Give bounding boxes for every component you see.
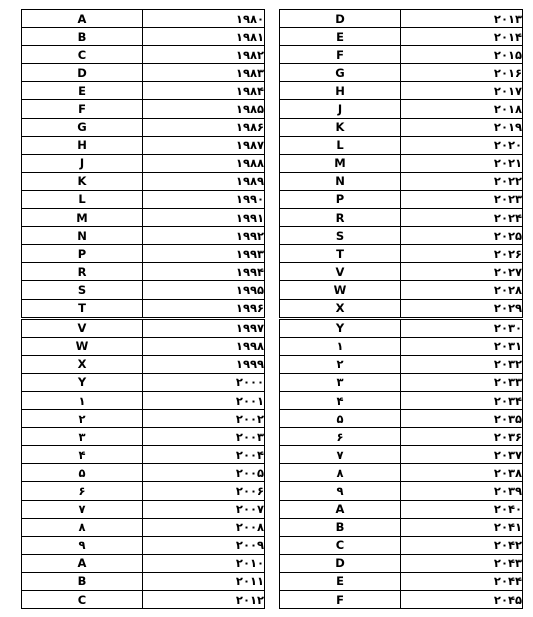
code-cell: B	[22, 28, 143, 46]
table-row	[22, 464, 265, 482]
year-cell: ۲۰۱۹	[401, 118, 523, 136]
code-cell: ۴	[22, 446, 143, 464]
year-cell: ۱۹۹۲	[143, 227, 265, 245]
table-row	[22, 554, 265, 572]
code-cell: E	[280, 572, 401, 590]
year-cell: ۲۰۴۵	[401, 591, 523, 609]
code-cell: V	[22, 318, 143, 337]
table-row	[280, 281, 523, 299]
table-row	[22, 136, 265, 154]
year-cell: ۲۰۰۲	[143, 410, 265, 428]
code-cell: ۶	[280, 428, 401, 446]
table-row	[22, 428, 265, 446]
table-row	[280, 209, 523, 227]
code-cell: A	[280, 500, 401, 518]
year-cell: ۱۹۹۶	[143, 299, 265, 318]
code-cell: L	[280, 136, 401, 154]
code-cell: ۹	[280, 482, 401, 500]
year-cell: ۱۹۸۹	[143, 172, 265, 190]
year-cell: ۲۰۳۲	[401, 355, 523, 373]
year-cell: ۲۰۴۱	[401, 518, 523, 536]
year-cell: ۲۰۱۱	[143, 572, 265, 590]
code-cell: K	[22, 172, 143, 190]
year-cell: ۲۰۳۸	[401, 464, 523, 482]
table-row	[280, 428, 523, 446]
code-cell: R	[280, 209, 401, 227]
table-row	[280, 572, 523, 590]
year-cell: ۲۰۰۵	[143, 464, 265, 482]
code-cell: ۸	[280, 464, 401, 482]
year-cell: ۲۰۱۳	[401, 10, 523, 28]
year-cell: ۲۰۲۰	[401, 136, 523, 154]
left-table-body	[22, 10, 265, 609]
code-cell: Y	[22, 373, 143, 391]
code-cell: ۹	[22, 536, 143, 554]
table-row	[22, 82, 265, 100]
code-cell: F	[280, 591, 401, 609]
year-cell: ۲۰۱۴	[401, 28, 523, 46]
code-cell: F	[22, 100, 143, 118]
year-cell: ۲۰۳۴	[401, 391, 523, 409]
table-row	[280, 591, 523, 609]
code-cell: G	[22, 118, 143, 136]
year-cell: ۱۹۸۵	[143, 100, 265, 118]
code-cell: ۲	[280, 355, 401, 373]
code-cell: X	[22, 355, 143, 373]
table-row	[280, 536, 523, 554]
year-cell: ۲۰۳۵	[401, 410, 523, 428]
code-cell: A	[22, 10, 143, 28]
year-cell: ۲۰۳۶	[401, 428, 523, 446]
year-cell: ۲۰۲۲	[401, 172, 523, 190]
year-cell: ۲۰۱۰	[143, 554, 265, 572]
code-cell: Y	[280, 318, 401, 337]
year-cell: ۱۹۹۸	[143, 337, 265, 355]
year-cell: ۲۰۰۹	[143, 536, 265, 554]
year-cell: ۲۰۰۱	[143, 391, 265, 409]
table-row	[22, 536, 265, 554]
year-cell: ۲۰۴۴	[401, 572, 523, 590]
table-row	[22, 209, 265, 227]
year-cell: ۲۰۰۷	[143, 500, 265, 518]
table-row	[22, 446, 265, 464]
code-cell: ۷	[22, 500, 143, 518]
code-cell: ۶	[22, 482, 143, 500]
table-row	[280, 391, 523, 409]
table-row	[280, 263, 523, 281]
table-row	[22, 46, 265, 64]
year-cell: ۲۰۰۳	[143, 428, 265, 446]
code-cell: D	[280, 10, 401, 28]
table-row	[280, 446, 523, 464]
year-cell: ۲۰۴۲	[401, 536, 523, 554]
code-cell: R	[22, 263, 143, 281]
year-cell: ۱۹۸۱	[143, 28, 265, 46]
code-cell: C	[22, 46, 143, 64]
table-row	[22, 391, 265, 409]
code-cell: H	[22, 136, 143, 154]
year-cell: ۲۰۴۳	[401, 554, 523, 572]
year-cell: ۱۹۸۴	[143, 82, 265, 100]
table-row	[280, 554, 523, 572]
table-row	[280, 82, 523, 100]
code-cell: M	[22, 209, 143, 227]
table-row	[280, 410, 523, 428]
year-cell: ۱۹۹۷	[143, 318, 265, 337]
code-cell: J	[280, 100, 401, 118]
table-row	[280, 318, 523, 337]
table-row	[22, 355, 265, 373]
code-cell: ۴	[280, 391, 401, 409]
table-row	[22, 227, 265, 245]
code-cell: ۷	[280, 446, 401, 464]
code-cell: ۱	[22, 391, 143, 409]
right-year-code-table	[279, 9, 523, 609]
code-cell: T	[280, 245, 401, 263]
year-cell: ۲۰۱۲	[143, 591, 265, 609]
code-cell: N	[280, 172, 401, 190]
table-row	[22, 299, 265, 318]
year-cell: ۲۰۲۴	[401, 209, 523, 227]
table-row	[22, 10, 265, 28]
year-cell: ۲۰۰۰	[143, 373, 265, 391]
code-cell: D	[22, 64, 143, 82]
table-row	[22, 518, 265, 536]
year-cell: ۲۰۰۴	[143, 446, 265, 464]
year-cell: ۲۰۰۸	[143, 518, 265, 536]
table-row	[280, 100, 523, 118]
table-row	[22, 28, 265, 46]
code-cell: W	[280, 281, 401, 299]
table-row	[22, 263, 265, 281]
year-cell: ۲۰۲۱	[401, 154, 523, 172]
table-row	[22, 591, 265, 609]
code-cell: S	[280, 227, 401, 245]
year-cell: ۱۹۸۸	[143, 154, 265, 172]
code-cell: ۵	[280, 410, 401, 428]
table-row	[280, 373, 523, 391]
code-cell: B	[22, 572, 143, 590]
year-cell: ۱۹۸۲	[143, 46, 265, 64]
year-cell: ۲۰۳۱	[401, 337, 523, 355]
code-cell: ۱	[280, 337, 401, 355]
code-cell: ۳	[280, 373, 401, 391]
code-cell: J	[22, 154, 143, 172]
year-cell: ۱۹۹۴	[143, 263, 265, 281]
year-cell: ۲۰۴۰	[401, 500, 523, 518]
table-row	[280, 46, 523, 64]
table-row	[22, 373, 265, 391]
year-cell: ۲۰۲۶	[401, 245, 523, 263]
code-cell: E	[22, 82, 143, 100]
code-cell: M	[280, 154, 401, 172]
year-cell: ۲۰۳۰	[401, 318, 523, 337]
table-row	[280, 464, 523, 482]
year-cell: ۱۹۹۰	[143, 190, 265, 208]
year-cell: ۱۹۸۰	[143, 10, 265, 28]
code-cell: G	[280, 64, 401, 82]
year-cell: ۲۰۲۹	[401, 299, 523, 318]
table-row	[22, 337, 265, 355]
code-cell: L	[22, 190, 143, 208]
year-cell: ۲۰۲۵	[401, 227, 523, 245]
table-row	[280, 299, 523, 318]
year-cell: ۲۰۱۵	[401, 46, 523, 64]
year-cell: ۱۹۹۹	[143, 355, 265, 373]
code-cell: P	[280, 190, 401, 208]
year-cell: ۱۹۸۳	[143, 64, 265, 82]
code-cell: ۲	[22, 410, 143, 428]
code-cell: ۸	[22, 518, 143, 536]
code-cell: A	[22, 554, 143, 572]
year-cell: ۱۹۸۶	[143, 118, 265, 136]
code-cell: H	[280, 82, 401, 100]
table-row	[22, 190, 265, 208]
table-row	[22, 482, 265, 500]
table-row	[22, 281, 265, 299]
table-row	[22, 318, 265, 337]
table-row	[22, 100, 265, 118]
table-row	[280, 10, 523, 28]
code-cell: V	[280, 263, 401, 281]
code-cell: P	[22, 245, 143, 263]
right-table-body	[280, 10, 523, 609]
table-row	[22, 118, 265, 136]
code-cell: W	[22, 337, 143, 355]
table-row	[280, 500, 523, 518]
year-cell: ۲۰۱۸	[401, 100, 523, 118]
table-row	[280, 64, 523, 82]
code-cell: S	[22, 281, 143, 299]
year-cell: ۱۹۹۵	[143, 281, 265, 299]
code-cell: C	[280, 536, 401, 554]
year-cell: ۲۰۳۷	[401, 446, 523, 464]
table-row	[280, 28, 523, 46]
year-cell: ۲۰۱۷	[401, 82, 523, 100]
year-cell: ۲۰۰۶	[143, 482, 265, 500]
code-cell: N	[22, 227, 143, 245]
year-cell: ۲۰۲۳	[401, 190, 523, 208]
year-cell: ۱۹۹۱	[143, 209, 265, 227]
table-row	[280, 482, 523, 500]
table-row	[22, 64, 265, 82]
table-row	[22, 245, 265, 263]
year-cell: ۲۰۱۶	[401, 64, 523, 82]
year-cell: ۲۰۲۷	[401, 263, 523, 281]
table-row	[22, 410, 265, 428]
table-row	[280, 355, 523, 373]
table-row	[280, 118, 523, 136]
year-cell: ۱۹۸۷	[143, 136, 265, 154]
year-cell: ۲۰۲۸	[401, 281, 523, 299]
code-cell: E	[280, 28, 401, 46]
code-cell: ۳	[22, 428, 143, 446]
code-cell: T	[22, 299, 143, 318]
table-row	[280, 172, 523, 190]
table-row	[22, 500, 265, 518]
table-row	[280, 518, 523, 536]
table-row	[280, 227, 523, 245]
table-row	[22, 572, 265, 590]
code-cell: C	[22, 591, 143, 609]
year-cell: ۱۹۹۳	[143, 245, 265, 263]
code-cell: F	[280, 46, 401, 64]
table-row	[22, 154, 265, 172]
table-row	[280, 154, 523, 172]
table-row	[280, 245, 523, 263]
table-row	[280, 337, 523, 355]
left-year-code-table	[21, 9, 265, 609]
table-row	[280, 190, 523, 208]
table-row	[280, 136, 523, 154]
year-cell: ۲۰۳۹	[401, 482, 523, 500]
code-cell: B	[280, 518, 401, 536]
code-cell: X	[280, 299, 401, 318]
table-row	[22, 172, 265, 190]
year-cell: ۲۰۳۳	[401, 373, 523, 391]
code-cell: ۵	[22, 464, 143, 482]
code-cell: D	[280, 554, 401, 572]
code-cell: K	[280, 118, 401, 136]
